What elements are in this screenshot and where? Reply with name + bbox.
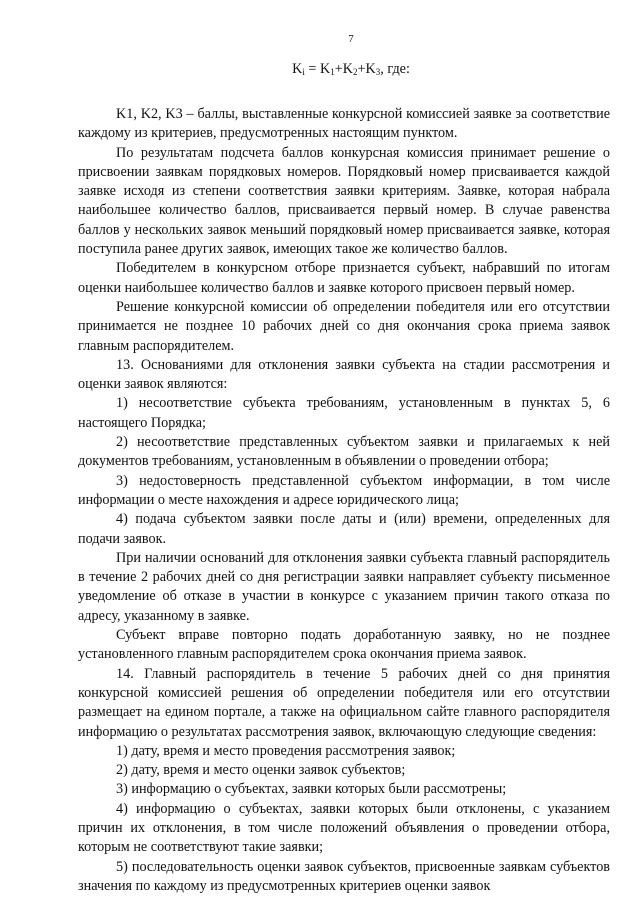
formula-eq: = <box>304 61 320 77</box>
paragraph-ranking: По результатам подсчета баллов конкурсная комиссия принимает решение о присвоении заявкам порядковых номеров. Порядковый номер присваивается каждой заявке исходя из степени соответствия заявки критериям. Заявке, которая набрала наибольшее количество баллов, присваивается первый номер. В случае равенства баллов у нескольких заявок меньший порядковый номер присваивается заявке, которая поступила ранее других заявок, имеющих такое же количество баллов. <box>78 144 610 258</box>
formula-term-1: K <box>319 61 331 77</box>
paragraph-winner: Победителем в конкурсном отборе признается субъект, набравший по итогам оценки наибольшее количество баллов и заявке которого присвоен первый номер. <box>78 260 610 296</box>
paragraph-section-13: 13. Основаниями для отклонения заявки субъекта на стадии рассмотрения и оценки заявок являются: <box>78 356 610 393</box>
formula-plus-2: + <box>357 61 366 77</box>
list-item-13-1: 1) несоответствие субъекта требованиям, установленным в пунктах 5, 6 настоящего Порядка; <box>78 395 610 431</box>
formula-term-2-sub: 2 <box>352 67 358 77</box>
formula-term-3: K <box>365 61 376 77</box>
formula-tail: , где: <box>380 61 410 77</box>
formula-lhs-sub: i <box>302 67 305 77</box>
page-number: 7 <box>348 33 354 45</box>
paragraph-rejection-notice: При наличии оснований для отклонения заявки субъекта главный распорядитель в течение 2 рабочих дней со дня регистрации заявки направляет субъекту письменное уведомление об отказе в участии в конкурсе с указанием причин такого отказа по адресу, указанному в заявке. <box>78 549 610 624</box>
document-body <box>78 105 610 896</box>
formula-lhs: K <box>292 61 303 77</box>
formula-term-3-sub: 3 <box>375 67 381 77</box>
paragraph-decision-deadline: Решение конкурсной комиссии об определении победителя или его отсутствии принимается не позднее 10 рабочих дней со дня окончания срока приема заявок главным распорядителем. <box>78 298 610 354</box>
list-item-14-1: 1) дату, время и место проведения рассмотрения заявок; <box>116 742 456 759</box>
list-item-14-3: 3) информацию о субъектах, заявки которых были рассмотрены; <box>116 781 507 798</box>
paragraph-resubmission: Субъект вправе повторно подать доработанную заявку, но не позднее установленного главным распорядителем срока окончания приема заявок. <box>78 627 610 663</box>
list-item-14-4: 4) информацию о субъектах, заявки которых были отклонены, с указанием причин их отклонения, в том числе положений объявления о проведении отбора, которым не соответствуют такие заявки; <box>78 800 610 856</box>
formula-plus-1: + <box>334 61 343 77</box>
paragraph-section-14: 14. Главный распорядитель в течение 5 рабочих дней со дня принятия конкурсной комиссией решения об определении победителя или его отсутствии размещает на едином портале, а также на официальном сайте главного распорядителя информацию о результатах рассмотрения заявок, включающую следующие сведения: <box>78 665 610 740</box>
paragraph-coefficients: K1, K2, K3 – баллы, выставленные конкурсной комиссией заявке за соответствие каждому из критериев, предусмотренных настоящим пунктом. <box>78 106 610 142</box>
formula-term-1-sub: 1 <box>330 67 335 77</box>
list-item-14-5: 5) последовательность оценки заявок субъектов, присвоенные заявкам субъектов значения по каждому из предусмотренных критериев оценки заявок <box>78 858 610 894</box>
formula-term-2: K <box>342 61 353 77</box>
document-page <box>78 32 610 896</box>
list-item-13-3: 3) недостоверность представленной субъектом информации, в том числе информации о месте нахождения и адресе юридического лица; <box>78 472 610 508</box>
list-item-13-2: 2) несоответствие представленных субъектом заявки и прилагаемых к ней документов требованиям, установленным в объявлении о проведении отбора; <box>78 434 610 470</box>
list-item-13-4: 4) подача субъектом заявки после даты и (или) времени, определенных для подачи заявок. <box>78 511 610 547</box>
list-item-14-2: 2) дату, время и место оценки заявок субъектов; <box>116 762 406 779</box>
formula <box>92 59 610 82</box>
